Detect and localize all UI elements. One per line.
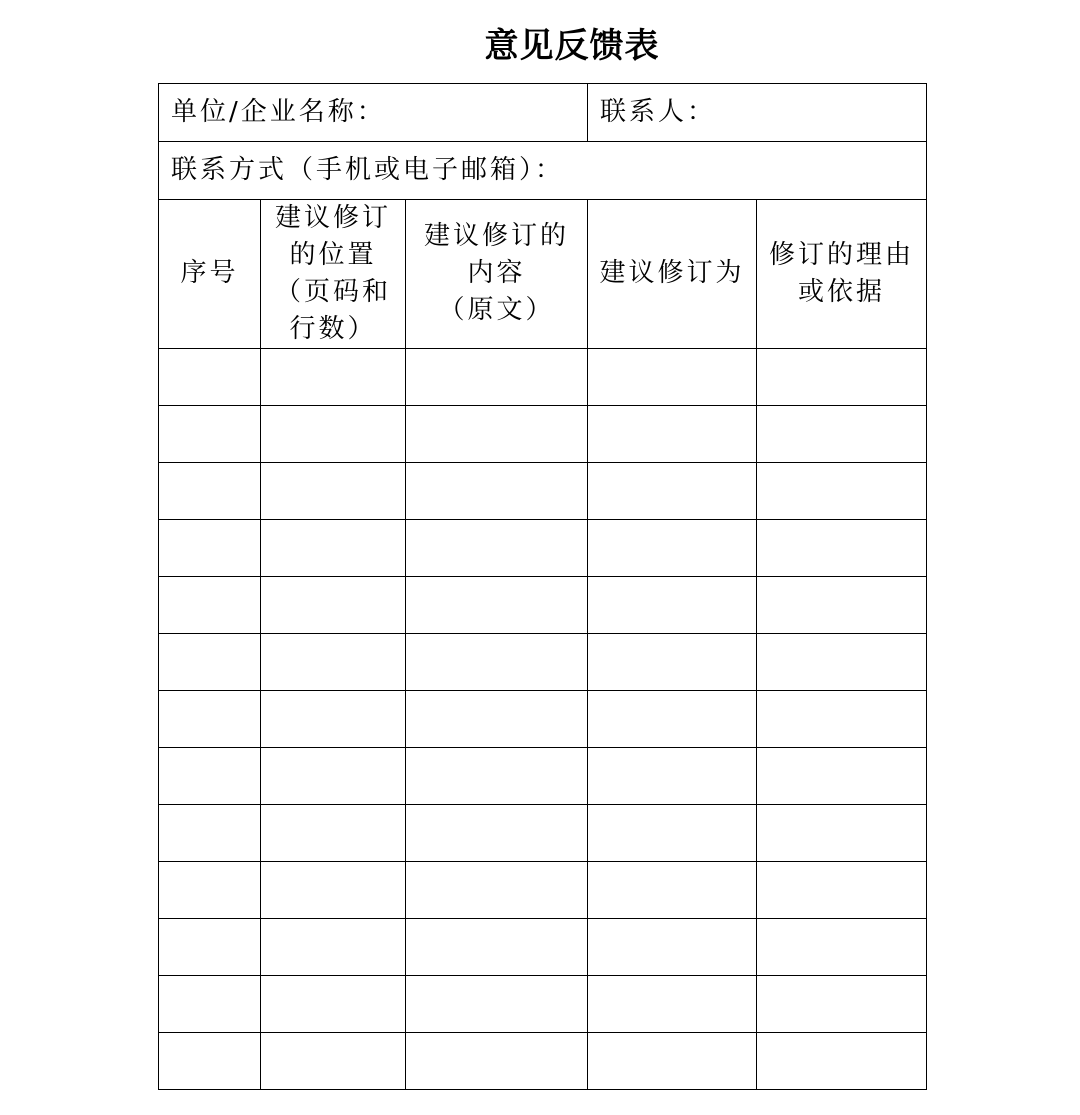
contact-person-label: 联系人： bbox=[600, 97, 717, 128]
header-line: 或依据 bbox=[798, 276, 886, 307]
suggested-revision-cell[interactable] bbox=[588, 690, 757, 747]
suggested-revision-cell[interactable] bbox=[588, 576, 757, 633]
reason-cell[interactable] bbox=[757, 918, 927, 975]
location-cell[interactable] bbox=[261, 1032, 406, 1089]
table-row bbox=[159, 690, 927, 747]
location-cell[interactable] bbox=[261, 861, 406, 918]
header-serial-number bbox=[159, 200, 261, 349]
location-cell[interactable] bbox=[261, 519, 406, 576]
original-content-cell[interactable] bbox=[406, 690, 588, 747]
header-line: 的位置 bbox=[289, 239, 377, 270]
table-row bbox=[159, 975, 927, 1032]
location-cell[interactable] bbox=[261, 405, 406, 462]
table-row bbox=[159, 1032, 927, 1089]
suggested-revision-cell[interactable] bbox=[588, 861, 757, 918]
original-content-cell[interactable] bbox=[406, 1032, 588, 1089]
header-revision-reason bbox=[757, 200, 927, 349]
original-content-cell[interactable] bbox=[406, 405, 588, 462]
location-cell[interactable] bbox=[261, 690, 406, 747]
table-row bbox=[159, 576, 927, 633]
reason-cell[interactable] bbox=[757, 1032, 927, 1089]
original-content-cell[interactable] bbox=[406, 975, 588, 1032]
table-row bbox=[159, 804, 927, 861]
location-cell[interactable] bbox=[261, 348, 406, 405]
header-line: （原文） bbox=[438, 295, 555, 326]
suggested-revision-cell[interactable] bbox=[588, 918, 757, 975]
original-content-cell[interactable] bbox=[406, 576, 588, 633]
header-revision-location bbox=[261, 200, 406, 349]
reason-cell[interactable] bbox=[757, 861, 927, 918]
reason-cell[interactable] bbox=[757, 975, 927, 1032]
reason-cell[interactable] bbox=[757, 633, 927, 690]
suggested-revision-cell[interactable] bbox=[588, 633, 757, 690]
serial-number-cell[interactable] bbox=[159, 633, 261, 690]
feedback-form-table bbox=[158, 83, 927, 1090]
serial-number-cell[interactable] bbox=[159, 804, 261, 861]
header-row bbox=[159, 200, 927, 349]
info-row-1 bbox=[159, 84, 927, 142]
header-line: 建议修订的 bbox=[423, 221, 569, 252]
location-cell[interactable] bbox=[261, 804, 406, 861]
reason-cell[interactable] bbox=[757, 405, 927, 462]
table-row bbox=[159, 918, 927, 975]
header-line: 建议修订为 bbox=[599, 258, 745, 289]
serial-number-cell[interactable] bbox=[159, 690, 261, 747]
original-content-cell[interactable] bbox=[406, 861, 588, 918]
serial-number-cell[interactable] bbox=[159, 861, 261, 918]
serial-number-cell[interactable] bbox=[159, 348, 261, 405]
location-cell[interactable] bbox=[261, 633, 406, 690]
location-cell[interactable] bbox=[261, 576, 406, 633]
serial-number-cell[interactable] bbox=[159, 405, 261, 462]
info-row-2 bbox=[159, 142, 927, 200]
location-cell[interactable] bbox=[261, 918, 406, 975]
serial-number-cell[interactable] bbox=[159, 1032, 261, 1089]
original-content-cell[interactable] bbox=[406, 918, 588, 975]
original-content-cell[interactable] bbox=[406, 633, 588, 690]
header-original-content bbox=[406, 200, 588, 349]
reason-cell[interactable] bbox=[757, 348, 927, 405]
serial-number-cell[interactable] bbox=[159, 462, 261, 519]
table-row bbox=[159, 633, 927, 690]
table-row bbox=[159, 348, 927, 405]
reason-cell[interactable] bbox=[757, 690, 927, 747]
suggested-revision-cell[interactable] bbox=[588, 804, 757, 861]
company-name-label: 单位/企业名称： bbox=[171, 97, 386, 128]
header-suggested-revision bbox=[588, 200, 757, 349]
header-line: 内容 bbox=[467, 258, 526, 289]
reason-cell[interactable] bbox=[757, 576, 927, 633]
suggested-revision-cell[interactable] bbox=[588, 975, 757, 1032]
header-line: 修订的理由 bbox=[769, 239, 915, 270]
reason-cell[interactable] bbox=[757, 804, 927, 861]
header-line: 序号 bbox=[180, 258, 239, 289]
serial-number-cell[interactable] bbox=[159, 519, 261, 576]
suggested-revision-cell[interactable] bbox=[588, 519, 757, 576]
contact-method-label: 联系方式（手机或电子邮箱）： bbox=[171, 155, 565, 186]
header-line: 行数） bbox=[289, 313, 377, 344]
serial-number-cell[interactable] bbox=[159, 975, 261, 1032]
table-row bbox=[159, 519, 927, 576]
location-cell[interactable] bbox=[261, 747, 406, 804]
form-title: 意见反馈表 bbox=[484, 26, 660, 66]
reason-cell[interactable] bbox=[757, 747, 927, 804]
serial-number-cell[interactable] bbox=[159, 918, 261, 975]
reason-cell[interactable] bbox=[757, 519, 927, 576]
table-row bbox=[159, 405, 927, 462]
original-content-cell[interactable] bbox=[406, 804, 588, 861]
header-line: 建议修订 bbox=[274, 203, 391, 233]
suggested-revision-cell[interactable] bbox=[588, 747, 757, 804]
company-name-field[interactable] bbox=[159, 84, 588, 142]
reason-cell[interactable] bbox=[757, 462, 927, 519]
original-content-cell[interactable] bbox=[406, 348, 588, 405]
contact-method-field[interactable] bbox=[159, 142, 927, 200]
location-cell[interactable] bbox=[261, 462, 406, 519]
contact-person-field[interactable] bbox=[588, 84, 927, 142]
original-content-cell[interactable] bbox=[406, 519, 588, 576]
table-row bbox=[159, 861, 927, 918]
table-row bbox=[159, 747, 927, 804]
table-row bbox=[159, 462, 927, 519]
serial-number-cell[interactable] bbox=[159, 747, 261, 804]
header-line: （页码和 bbox=[274, 276, 391, 307]
original-content-cell[interactable] bbox=[406, 462, 588, 519]
original-content-cell[interactable] bbox=[406, 747, 588, 804]
suggested-revision-cell[interactable] bbox=[588, 462, 757, 519]
suggested-revision-cell[interactable] bbox=[588, 405, 757, 462]
location-cell[interactable] bbox=[261, 975, 406, 1032]
suggested-revision-cell[interactable] bbox=[588, 348, 757, 405]
suggested-revision-cell[interactable] bbox=[588, 1032, 757, 1089]
serial-number-cell[interactable] bbox=[159, 576, 261, 633]
